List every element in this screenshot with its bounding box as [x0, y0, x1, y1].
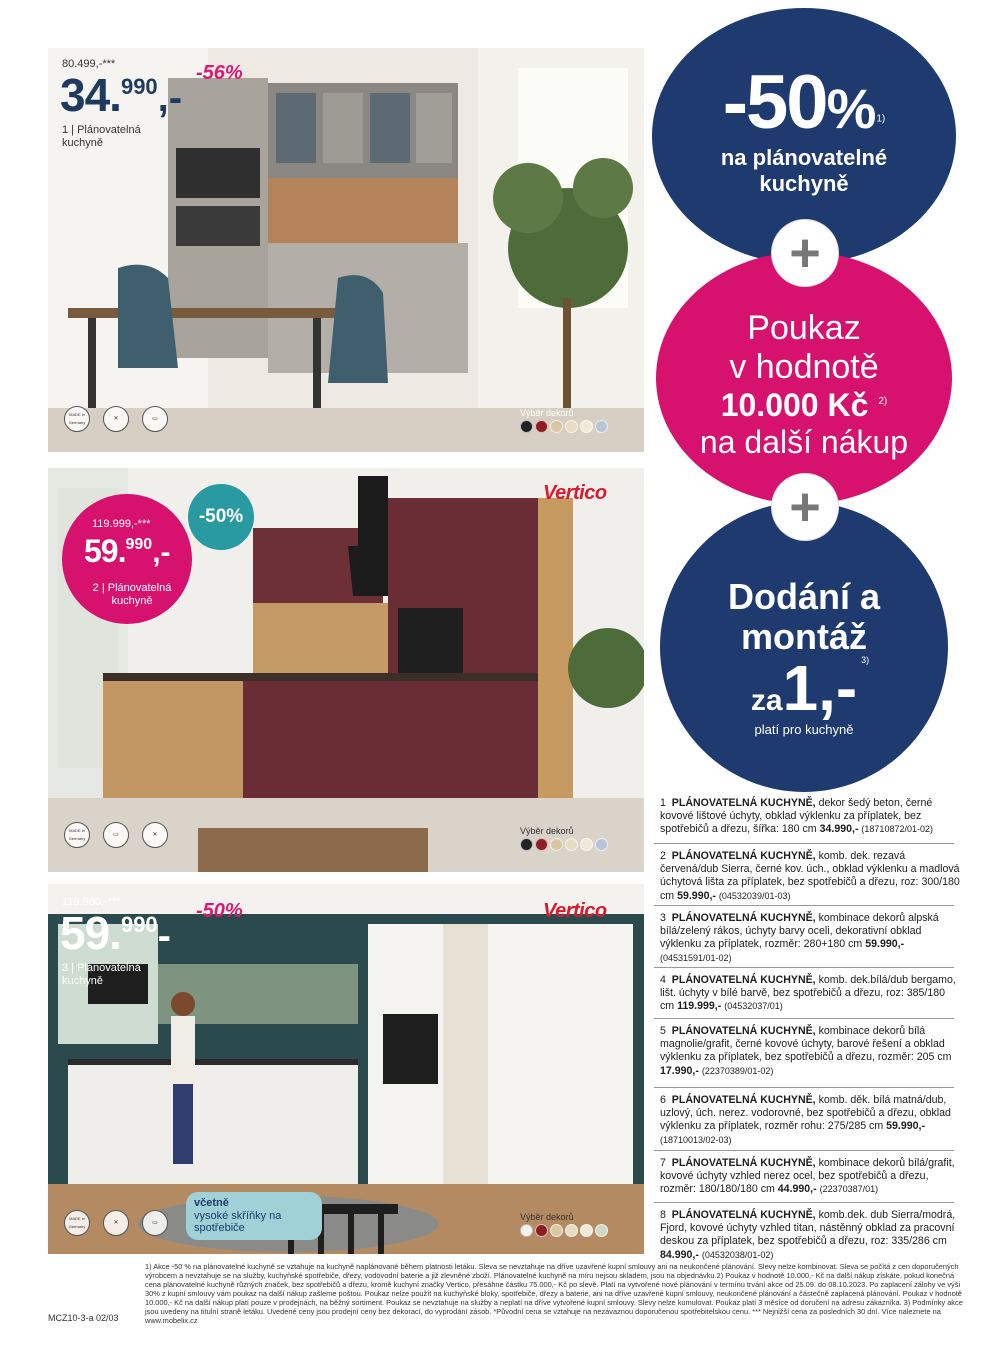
- divider: [654, 843, 954, 844]
- item-7-num: 7: [660, 1157, 666, 1169]
- swatch-cream: [580, 838, 593, 851]
- kitchen2-decor: [520, 826, 610, 856]
- made-in-germany-badge-3: MADE in Germany: [64, 1210, 90, 1236]
- swatch-sage: [595, 1224, 608, 1237]
- item-8-num: 8: [660, 1209, 666, 1221]
- kitchen2-price-cents: 990: [125, 536, 153, 553]
- divider: [654, 1087, 954, 1088]
- kitchen1-price: [60, 69, 183, 121]
- item-6-code: (18710013/02-03): [660, 1134, 732, 1145]
- kitchen1-decor: [520, 408, 610, 438]
- item-3: [660, 912, 960, 965]
- item-5-code: (22370389/01-02): [701, 1065, 774, 1076]
- voucher-line4: na další nákup: [699, 424, 909, 460]
- voucher-circle: [656, 252, 952, 504]
- item-2-name: PLÁNOVATELNÁ KUCHYNĚ,: [671, 850, 816, 862]
- divider: [654, 1150, 954, 1151]
- divider: [654, 967, 954, 968]
- kitchen3-price-cents: 990: [120, 912, 158, 937]
- divider: [654, 905, 954, 906]
- item-7-text: kombinace dekorů bílá/grafit, kovové úchyty vzhled nerez ocel, bez spotřebičů a dřezu, rozměr: 180/180/180 cm: [660, 1157, 955, 1196]
- kitchen2-discount: -50%: [198, 506, 244, 527]
- item-4-name: PLÁNOVATELNÁ KUCHYNĚ,: [671, 974, 816, 986]
- item-7: [660, 1157, 960, 1197]
- delivery-line2: montáž: [741, 615, 867, 657]
- kitchen3-note-line2: vysoké skříňky na: [194, 1209, 282, 1222]
- page-code: MCZ10-3-a 02/03: [48, 1313, 119, 1323]
- item-8-code: (04532038/01-02): [701, 1249, 774, 1260]
- kitchen3-old-price: 119.980,-***: [62, 896, 121, 908]
- swatch-sand: [550, 1224, 563, 1237]
- item-8: [660, 1209, 960, 1262]
- kitchen3-note-line1: včetně: [194, 1197, 229, 1209]
- delivery-za: za: [750, 684, 783, 718]
- kitchen3-decor-title: Výběr dekorů: [520, 1212, 574, 1222]
- discount-big: -50: [722, 60, 827, 145]
- item-5-num: 5: [660, 1025, 666, 1037]
- item-3-text: kombinace dekorů alpská bílá/zelený rákos, úchyty barvy oceli, dekorativní obklad výklenku za příplatek, rozměr: 280+180 cm: [660, 912, 939, 951]
- voucher-line3: 10.000 Kč: [720, 387, 869, 423]
- kitchen3-discount: -50%: [196, 900, 243, 922]
- divider: [654, 1202, 954, 1203]
- kitchen1-price-cents: 990: [120, 74, 158, 99]
- item-4-num: 4: [660, 974, 666, 986]
- measure-icon-1: ▭: [142, 406, 168, 432]
- item-7-price: 44.990,-: [777, 1183, 817, 1196]
- swatch-beige: [565, 1224, 578, 1237]
- swatch-cream: [580, 420, 593, 433]
- item-6-num: 6: [660, 1094, 666, 1106]
- kitchen1-old-price: 80.499,-***: [62, 58, 116, 70]
- delivery-circle: [660, 502, 948, 792]
- no-tools-icon-3: ✕: [103, 1210, 129, 1236]
- item-1-name: PLÁNOVATELNÁ KUCHYNĚ,: [671, 797, 816, 809]
- discount-pct: %: [826, 77, 877, 140]
- voucher-sup: 2): [878, 396, 888, 408]
- made-in-germany-badge-1: MADE in Germany: [64, 406, 90, 432]
- item-7-name: PLÁNOVATELNÁ KUCHYNĚ,: [671, 1157, 816, 1169]
- item-5: [660, 1025, 960, 1078]
- kitchen3-price-dash: -: [157, 914, 171, 958]
- kitchen1-discount: -56%: [196, 62, 243, 84]
- item-3-num: 3: [660, 912, 666, 924]
- item-1-price: 34.990,-: [819, 823, 859, 836]
- item-8-text: komb.dek. dub Sierra/modrá, Fjord, kovové úchyty vzhled titan, nástěnný obklad za pracovní deskou za příplatek, bez spotřebičů a dřezu, roz: 335/286 cm: [660, 1209, 956, 1248]
- kitchen2-price-big: 59.: [84, 533, 126, 569]
- swatch-blue: [595, 838, 608, 851]
- measure-icon-2: ▭: [103, 822, 129, 848]
- kitchen2-old-price: 119.999,-***: [92, 518, 151, 530]
- made-in-germany-badge-2: MADE in Germany: [64, 822, 90, 848]
- item-1-text: dekor šedý beton, černé kovové lištové úchyty, obklad výklenku za příplatek, bez spotřebičů a dřezu, šířka: 180 cm: [660, 797, 933, 836]
- plus-icon-2: +: [772, 474, 838, 540]
- kitchen1-decor-title: Výběr dekorů: [520, 408, 574, 418]
- vertico-logo-1: Vertico: [543, 482, 607, 504]
- item-1-num: 1: [660, 797, 666, 809]
- divider: [654, 1018, 954, 1019]
- delivery-line1: Dodání a: [727, 575, 880, 617]
- kitchen3-price: [60, 907, 171, 959]
- item-5-price: 17.990,-: [660, 1064, 699, 1077]
- item-7-code: (22370387/01): [819, 1184, 879, 1195]
- discount-sup: 1): [876, 113, 886, 125]
- measure-icon-3: ▭: [142, 1210, 168, 1236]
- item-4: [660, 974, 960, 1014]
- kitchen2-label: [82, 582, 182, 608]
- item-6: [660, 1094, 960, 1147]
- item-6-price: 59.990,-: [886, 1120, 925, 1133]
- item-2-code: (04532039/01-03): [718, 890, 791, 901]
- item-4-text: komb. dek.bílá/dub bergamo, lišt. úchyty v bílé barvě, bez spotřebičů a dřezu, roz: 385/180 cm: [660, 974, 956, 1013]
- swatch-red: [535, 838, 548, 851]
- kitchen2-price: [84, 535, 171, 568]
- swatch-blue: [595, 420, 608, 433]
- kitchen1-label: [62, 124, 141, 150]
- voucher-line2: v hodnotě: [729, 348, 879, 386]
- item-5-text: kombinace dekorů bílá magnolie/grafit, černé kovové úchyty, barové řešení a obklad výklenku za příplatek, bez spotřebičů a dřezu, rozměr: 205 cm: [660, 1025, 952, 1064]
- kitchen3-decor: [520, 1212, 610, 1242]
- no-tools-icon-2: ✕: [142, 822, 168, 848]
- item-6-text: komb. děk. bílá matná/dub, uzlový, úch. nerez. vodorovné, bez spotřebičů a dřezu, obklad výklenku za příplatek, rozměr rohu: 275/285 cm: [660, 1094, 951, 1133]
- kitchen3-label-line1: 3 | Plánovatelná: [62, 962, 141, 974]
- item-1-code: (18710872/01-02): [861, 824, 933, 835]
- swatch-black: [520, 838, 533, 851]
- item-2-price: 59.990,-: [677, 889, 716, 902]
- kitchen1-price-dash: ,-: [157, 76, 183, 120]
- item-6-name: PLÁNOVATELNÁ KUCHYNĚ,: [671, 1094, 816, 1106]
- kitchen2-label-line1: 2 | Plánovatelná: [92, 582, 172, 594]
- kitchen2-label-line2: kuchyně: [111, 595, 153, 608]
- item-3-code: (04531591/01-02): [660, 952, 732, 963]
- footnote: 1) Akce -50 % na plánovatelné kuchyně se vztahuje na kuchyně naplánované během platnosti letáku. Sleva se nevztahuje na dříve uzavřené kupní smlouvy ani na neukončené plánování. Slevy nelze kombinovat. Sleva se počítá z cen doporučených výrobcem a nevztahuje se na služby, kuchyňské spotřebiče, dřezy, vodovodní baterie a již zlevněné zboží. Plánovatelné kuchyně na míru nejsou skladem, jsou na objednávku.2) Poukaz v hodnotě 10.000,- Kč na další nákup získáte, pokud konečná cena plánovatelné kuchyně různých značek, bez spotřebičů a dřezu, kromě kuchyní značky Vertico, přesáhne částku 75.000,- Kč po slevě. Platí na vytvořené nové plánování v termínu trvání akce od 25.09. do 08.10.2023. Po zaplacení zálohy ve výši 30% z kupní smlouvy vám poukaz na další nákup zašleme poštou. Poukaz nelze použít na kuchyňské bloky, spotřebiče, dřezy a baterie, ani na dříve uzavřené kupní smlouvy, neukončené plánování a částečně zaplacená plánování. Poukaz v hodnotě 10.000,- Kč na další nákup platí pouze v prodejnách, na běžný sortiment. Poukaz se nevztahuje na služby a neplatí na dříve vytvořené kupní smlouvy. Slevy nelze kumulovat. Poukaz platí 3 měsíce od doručení na adresu zákazníka. 3) Podmínky akce jsou uvedeny na titulní straně letáku. Uvedené ceny jsou prodejní ceny bez dekorací, do vyprodání zásob. *Původní cena se vztahuje na nezávaznou doporučenou spotřebitelskou cenu. *** Nejnižší cena za posledních 30 dní. Více naleznete na www.mobelix.cz: [145, 1262, 963, 1326]
- item-5-name: PLÁNOVATELNÁ KUCHYNĚ,: [671, 1025, 816, 1037]
- kitchen2-decor-title: Výběr dekorů: [520, 826, 574, 836]
- swatch-red: [535, 1224, 548, 1237]
- item-2: [660, 850, 960, 903]
- item-2-text: komb. dek. rezavá červená/dub Sierra, černé kov. úch., obklad výklenku a madlová úchytová lišta za příplatek, bez spotřebičů a dřezu, roz: 300/180 cm: [660, 850, 960, 902]
- swatch-black: [520, 420, 533, 433]
- discount-line1: na plánovatelné: [720, 145, 888, 170]
- swatch-sand: [550, 420, 563, 433]
- plus-icon-1: +: [772, 220, 838, 286]
- delivery-sup: 3): [861, 655, 870, 666]
- item-8-name: PLÁNOVATELNÁ KUCHYNĚ,: [671, 1209, 816, 1221]
- kitchen2-price-dash: ,-: [152, 536, 171, 569]
- swatch-white: [520, 1224, 533, 1237]
- kitchen1-price-big: 34.: [60, 69, 121, 121]
- swatch-beige: [565, 420, 578, 433]
- discount-line2: kuchyně: [759, 171, 849, 196]
- kitchen1-label-line1: 1 | Plánovatelná: [62, 124, 141, 136]
- delivery-line3: platí pro kuchyně: [754, 722, 854, 738]
- kitchen3-label: [62, 962, 141, 988]
- no-tools-icon-1: ✕: [103, 406, 129, 432]
- kitchen3-note-line3: spotřebiče: [194, 1222, 245, 1235]
- item-3-price: 59.990,-: [865, 938, 905, 951]
- swatch-sand: [550, 838, 563, 851]
- kitchen3-note: [186, 1192, 322, 1240]
- swatch-beige: [565, 838, 578, 851]
- voucher-line1: Poukaz: [747, 309, 861, 347]
- item-8-price: 84.990,-: [660, 1248, 699, 1261]
- item-4-price: 119.999,-: [677, 1000, 722, 1013]
- delivery-big: 1,-: [782, 652, 858, 725]
- vertico-logo-2: Vertico: [543, 900, 607, 922]
- item-2-num: 2: [660, 850, 666, 862]
- swatch-red: [535, 420, 548, 433]
- item-4-code: (04532037/01): [724, 1001, 783, 1012]
- kitchen3-price-big: 59.: [60, 907, 121, 959]
- swatch-cream: [580, 1224, 593, 1237]
- kitchen1-label-line2: kuchyně: [62, 137, 103, 150]
- kitchen2-discount-circle: [188, 484, 254, 550]
- item-1: [660, 797, 960, 837]
- item-3-name: PLÁNOVATELNÁ KUCHYNĚ,: [671, 912, 816, 924]
- kitchen3-label-line2: kuchyně: [62, 975, 103, 988]
